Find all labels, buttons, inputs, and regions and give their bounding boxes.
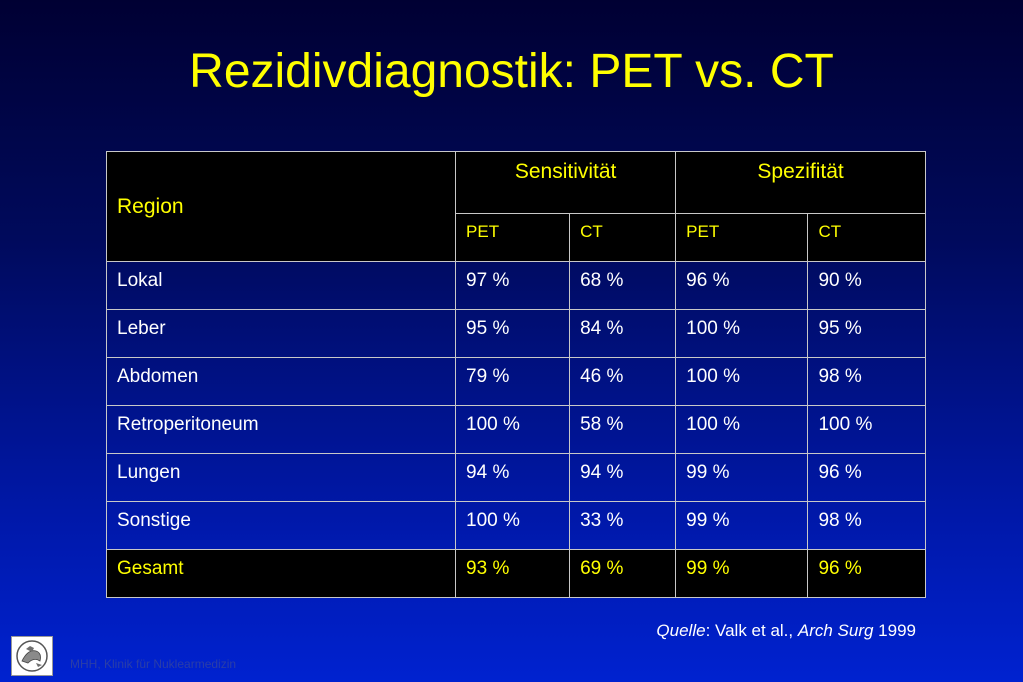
region-cell: Sonstige — [107, 502, 456, 550]
table-row — [107, 262, 926, 310]
value-cell: 100 % — [456, 502, 570, 550]
subheader-ct-specificity: CT — [808, 214, 926, 262]
clinic-logo-icon — [11, 636, 53, 676]
slide-title: Rezidivdiagnostik: PET vs. CT — [189, 45, 834, 98]
pet-ct-comparison-table — [106, 151, 926, 598]
table-row — [107, 310, 926, 358]
table-row — [107, 502, 926, 550]
total-value-cell: 93 % — [456, 550, 570, 598]
region-cell: Lungen — [107, 454, 456, 502]
table-row — [107, 358, 926, 406]
value-cell: 97 % — [456, 262, 570, 310]
total-value-cell: 69 % — [570, 550, 676, 598]
value-cell: 58 % — [570, 406, 676, 454]
total-region-cell: Gesamt — [107, 550, 456, 598]
table-header-row — [107, 152, 926, 214]
total-row — [107, 550, 926, 598]
total-value-cell: 99 % — [676, 550, 808, 598]
specificity-header: Spezifität — [676, 152, 926, 214]
total-value-cell: 96 % — [808, 550, 926, 598]
value-cell: 100 % — [456, 406, 570, 454]
value-cell: 95 % — [456, 310, 570, 358]
value-cell: 100 % — [676, 358, 808, 406]
value-cell: 98 % — [808, 502, 926, 550]
region-cell: Lokal — [107, 262, 456, 310]
sensitivity-header: Sensitivität — [456, 152, 676, 214]
value-cell: 94 % — [456, 454, 570, 502]
region-header: Region — [107, 152, 456, 262]
source-citation — [656, 621, 916, 641]
subheader-pet-sensitivity: PET — [456, 214, 570, 262]
value-cell: 33 % — [570, 502, 676, 550]
value-cell: 68 % — [570, 262, 676, 310]
value-cell: 98 % — [808, 358, 926, 406]
region-cell: Retroperitoneum — [107, 406, 456, 454]
source-authors: Valk et al., — [715, 621, 798, 640]
value-cell: 94 % — [570, 454, 676, 502]
clinic-logo-graphic — [12, 637, 52, 675]
region-cell: Leber — [107, 310, 456, 358]
table-row — [107, 454, 926, 502]
value-cell: 100 % — [676, 310, 808, 358]
value-cell: 79 % — [456, 358, 570, 406]
value-cell: 100 % — [676, 406, 808, 454]
value-cell: 96 % — [808, 454, 926, 502]
subheader-pet-specificity: PET — [676, 214, 808, 262]
value-cell: 90 % — [808, 262, 926, 310]
value-cell: 100 % — [808, 406, 926, 454]
table-row — [107, 406, 926, 454]
value-cell: 84 % — [570, 310, 676, 358]
value-cell: 99 % — [676, 502, 808, 550]
source-label: Quelle — [656, 621, 706, 640]
region-cell: Abdomen — [107, 358, 456, 406]
value-cell: 99 % — [676, 454, 808, 502]
value-cell: 46 % — [570, 358, 676, 406]
value-cell: 95 % — [808, 310, 926, 358]
source-separator: : — [705, 621, 716, 640]
value-cell: 96 % — [676, 262, 808, 310]
footer-institution: MHH, Klinik für Nuklearmedizin — [70, 657, 237, 671]
source-journal: Arch Surg — [797, 621, 874, 640]
subheader-ct-sensitivity: CT — [570, 214, 676, 262]
source-year: 1999 — [873, 621, 916, 640]
